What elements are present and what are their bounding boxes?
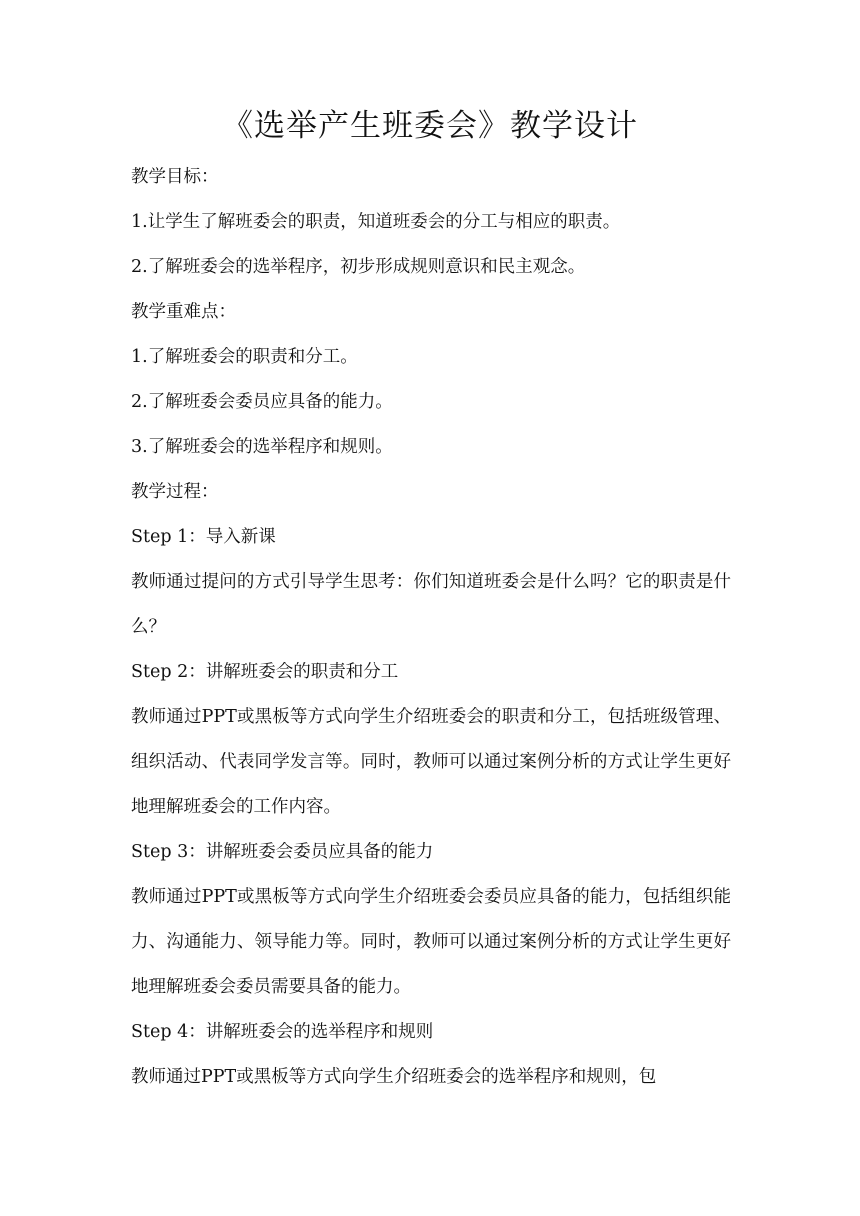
step-heading: Step 4：讲解班委会的选举程序和规则 [131,1022,434,1042]
heading-teaching-process: 教学过程： [131,482,219,502]
heading-key-difficulties: 教学重难点： [131,302,236,322]
difficulty-item: 2.了解班委会委员应具备的能力。 [131,392,393,412]
heading-teaching-objectives: 教学目标： [131,167,219,187]
difficulty-item: 3.了解班委会的选举程序和规则。 [131,437,393,457]
step-heading: Step 1：导入新课 [131,527,276,547]
difficulty-item: 1.了解班委会的职责和分工。 [131,347,358,367]
step-paragraph: 教师通过提问的方式引导学生思考：你们知道班委会是什么吗？它的职责是什么？ [131,572,731,637]
document-body [131,155,731,1100]
step-paragraph: 教师通过PPT或黑板等方式向学生介绍班委会的职责和分工，包括班级管理、组织活动、代表同学发言等。同时，教师可以通过案例分析的方式让学生更好地理解班委会的工作内容。 [131,707,731,817]
objective-item: 1.让学生了解班委会的职责，知道班委会的分工与相应的职责。 [131,212,621,232]
step-paragraph: 教师通过PPT或黑板等方式向学生介绍班委会的选举程序和规则，包 [131,1067,657,1087]
step-heading: Step 3：讲解班委会委员应具备的能力 [131,842,434,862]
step-heading: Step 2：讲解班委会的职责和分工 [131,662,399,682]
document-title: 《选举产生班委会》教学设计 [222,108,638,144]
step-paragraph: 教师通过PPT或黑板等方式向学生介绍班委会委员应具备的能力，包括组织能力、沟通能力、领导能力等。同时，教师可以通过案例分析的方式让学生更好地理解班委会委员需要具备的能力。 [131,887,731,997]
objective-item: 2.了解班委会的选举程序，初步形成规则意识和民主观念。 [131,257,586,277]
